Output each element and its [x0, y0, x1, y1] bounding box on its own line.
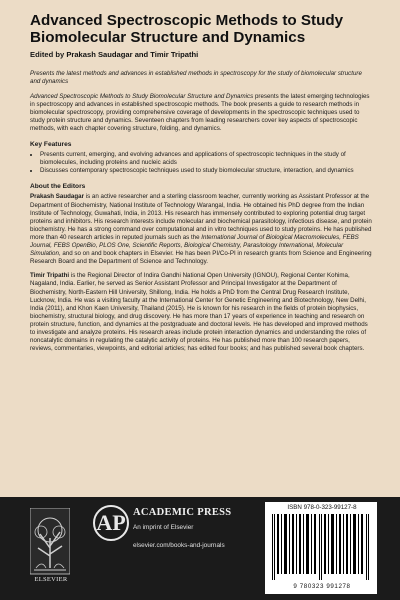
ap-logo-letters: AP: [96, 510, 126, 535]
editor1-bio-text-b: , and so on and book chapters in Elsevier. He has been PI/Co-PI in research grants from Science and Engineering Research Board and the Department of Science and Technology.: [30, 250, 372, 266]
tagline: Presents the latest methods and advances in established methods in spectroscopy for the study of biomolecular structure and dynamics: [30, 70, 362, 85]
editor1-bio: [30, 193, 372, 266]
description-title: Advanced Spectroscopic Methods to Study Biomolecular Structure and Dynamics: [30, 93, 254, 100]
key-features-list: [30, 151, 372, 175]
editor2-bio-text: is the Regional Director of Indira Gandhi National Open University (IGNOU), Regional Center Kohima, Nagaland, India. Earlier, he served as Senior Assistant Professor and Principal Investigator at the Department of Biochemistry, North-Eastern Hill University, Shillong, India. He holds a PhD from the Central Drug Research Institute, Lucknow, India. He was a visiting faculty at the International Center for Genetic Engineering and Biotechnology, New Delhi, India (2011), and Khon Kaen University, Thailand (2015). He is known for his research in the fields of protein biophysics, biochemistry, structural biology, and drug discovery. He has more than 17 years of experience in teaching and research on protein structure, function, and dynamics at the postgraduate and doctoral levels. He has developed and improved methods to investigate and analyze proteins. His research areas include protein interaction dynamics and understanding the roles of noncatalytic domains in regulating the catalytic activity of proteins. He has published more than 100 research papers, reviews, commentaries, viewpoints, and editorial articles; has edited four books; and has published several book chapters.: [30, 272, 368, 353]
key-feature-item: • Discusses contemporary spectroscopic techniques used to study biomolecular structure, interaction, and dynamics: [40, 167, 372, 175]
editor1-bio-text-a: is an active researcher and a sterling classroom teacher, currently working as Assistant Professor at the Department of Biochemistry, National Institute of Technology Warangal, India. He obtained his PhD degree from the Indian Institute of Technology, Guwahati, India, in 2013. His research has immensely contributed to exploring potential drug target proteins and inhibitors. His research interests include molecular and biochemical parasitology, infectious disease, and protein biochemistry. He has a strong command over computational and in vitro techniques used to study proteins. He has published more than 40 research articles in reputed journals such as the: [30, 193, 372, 241]
cover-text: [30, 12, 372, 353]
elsevier-label: ELSEVIER: [34, 576, 68, 583]
edited-by: [30, 50, 372, 60]
editor1-name: Prakash Saudagar: [30, 193, 84, 201]
barcode-icon: [268, 514, 374, 580]
editor2-bio: [30, 272, 372, 353]
academic-press-logo-icon: [93, 505, 129, 541]
editor2-name: Timir Tripathi: [30, 272, 70, 280]
academic-press-name: ACADEMIC PRESS: [133, 507, 232, 518]
editor-names: Prakash Saudagar and Timir Tripathi: [66, 50, 199, 59]
isbn-label: ISBN 978-0-323-99127-8: [287, 504, 357, 511]
key-feature-item: • Presents current, emerging, and evolving advances and applications of spectroscopic techniques in the study of biomolecules, including proteins and nucleic acids: [40, 151, 372, 167]
edited-by-prefix: Edited by: [30, 50, 65, 59]
key-features-heading: Key Features: [30, 141, 72, 149]
description-text: presents the latest emerging technologies in spectroscopy and advances in established spectroscopic methods. The book presents a guide to research methods in biomolecular spectroscopy, providing comprehensive coverage of developments in the spectroscopic techniques used to study protein structure and dynamics. Seventeen chapters from leading researchers cover key aspects of spectroscopic methods, with each chapter covering structure, folding, and dynamics.: [30, 93, 370, 133]
barcode-number: 9 780323 991278: [293, 583, 351, 590]
about-editors-heading: About the Editors: [30, 183, 86, 191]
publisher-url[interactable]: elsevier.com/books-and-journals: [133, 542, 225, 549]
imprint-text: An imprint of Elsevier: [133, 524, 194, 531]
book-title: Advanced Spectroscopic Methods to Study Biomolecular Structure and Dynamics: [30, 12, 344, 46]
editor1-bio-journals: International Journal of Biological Macromolecules, FEBS Journal, FEBS OpenBio, PLOS One, Scientific Reports, Biological Chemistry, Parasitology International, Molecular Simulation: [30, 233, 359, 258]
description: [30, 93, 372, 133]
